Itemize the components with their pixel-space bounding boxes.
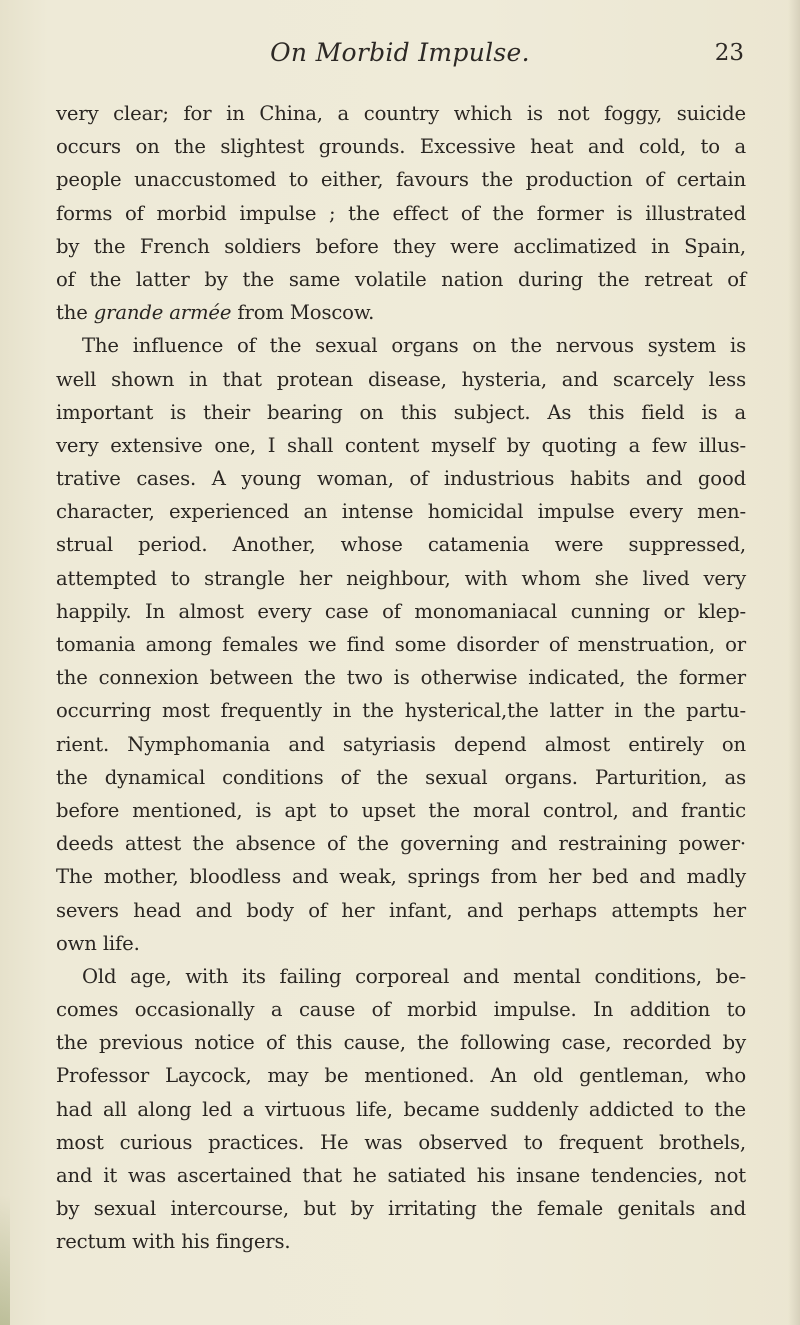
text-line: comes occasionally a cause of morbid impulse. In addition to [56, 998, 746, 1022]
text-run: the [56, 301, 94, 325]
text-line: the previous notice of this cause, the following case, recorded by [56, 1031, 746, 1055]
text-line: character, experienced an intense homicidal impulse every men- [56, 500, 746, 524]
text-line: before mentioned, is apt to upset the moral control, and frantic [56, 798, 746, 822]
text-line: rectum with his fingers. [56, 1230, 291, 1254]
text-line: the connexion between the two is otherwise indicated, the former [56, 666, 746, 690]
text-line: and it was ascertained that he satiated his insane tendencies, not [56, 1164, 746, 1187]
page-edge-shadow [788, 0, 800, 1325]
text-line: trative cases. A young woman, of industrious habits and good [56, 467, 746, 491]
text-line: most curious practices. He was observed to frequent brothels, [56, 1130, 746, 1154]
text-line [56, 296, 746, 329]
text-line: happily. In almost every case of monomaniacal cunning or klep- [56, 599, 746, 623]
page-number: 23 [714, 40, 744, 66]
text-line: strual period. Another, whose catamenia were suppressed, [56, 533, 746, 557]
text-line: The influence of the sexual organs on the nervous system is [82, 334, 746, 358]
text-line: the dynamical conditions of the sexual organs. Parturition, as [56, 765, 746, 789]
text-line: by sexual intercourse, but by irritating the female genitals and [56, 1197, 746, 1221]
body-text [56, 97, 746, 1259]
text-line: well shown in that protean disease, hysteria, and scarcely less [56, 367, 746, 391]
text-line: had all along led a virtuous life, became suddenly addicted to the [56, 1097, 746, 1121]
text-line: rient. Nymphomania and satyriasis depend almost entirely on [56, 732, 746, 756]
running-title: On Morbid Impulse. [270, 38, 530, 67]
text-line: people unaccustomed to either, favours the production of certain [56, 168, 746, 192]
page-corner-stain [0, 1195, 10, 1325]
text-line: The mother, bloodless and weak, springs from her bed and madly [56, 865, 746, 889]
text-run: from Moscow. [231, 301, 375, 325]
text-line: own life. [56, 931, 140, 955]
text-line: important is their bearing on this subject. As this field is a [56, 400, 746, 424]
text-line: tomania among females we find some disorder of menstruation, or [56, 633, 746, 656]
text-line: attempted to strangle her neighbour, with whom she lived very [56, 566, 746, 590]
text-line: Professor Laycock, may be mentioned. An old gentleman, who [56, 1064, 746, 1088]
text-line: very extensive one, I shall content myself by quoting a few illus- [56, 433, 746, 457]
text-line: severs head and body of her infant, and perhaps attempts her [56, 898, 746, 922]
text-line: occurring most frequently in the hysterical,the latter in the partu- [56, 699, 746, 723]
text-line: Old age, with its failing corporeal and mental conditions, be- [82, 964, 746, 988]
text-line: occurs on the slightest grounds. Excessive heat and cold, to a [56, 135, 746, 159]
italic-phrase: grande armée [93, 301, 232, 325]
text-line: forms of morbid impulse ; the effect of the former is illustrated [56, 201, 746, 225]
text-line: by the French soldiers before they were acclimatized in Spain, [56, 234, 746, 258]
page-header [56, 38, 744, 74]
text-line: very clear; for in China, a country which is not foggy, suicide [56, 102, 746, 125]
text-line: of the latter by the same volatile nation during the retreat of [56, 267, 746, 291]
text-line: deeds attest the absence of the governing and restraining power· [56, 832, 746, 856]
